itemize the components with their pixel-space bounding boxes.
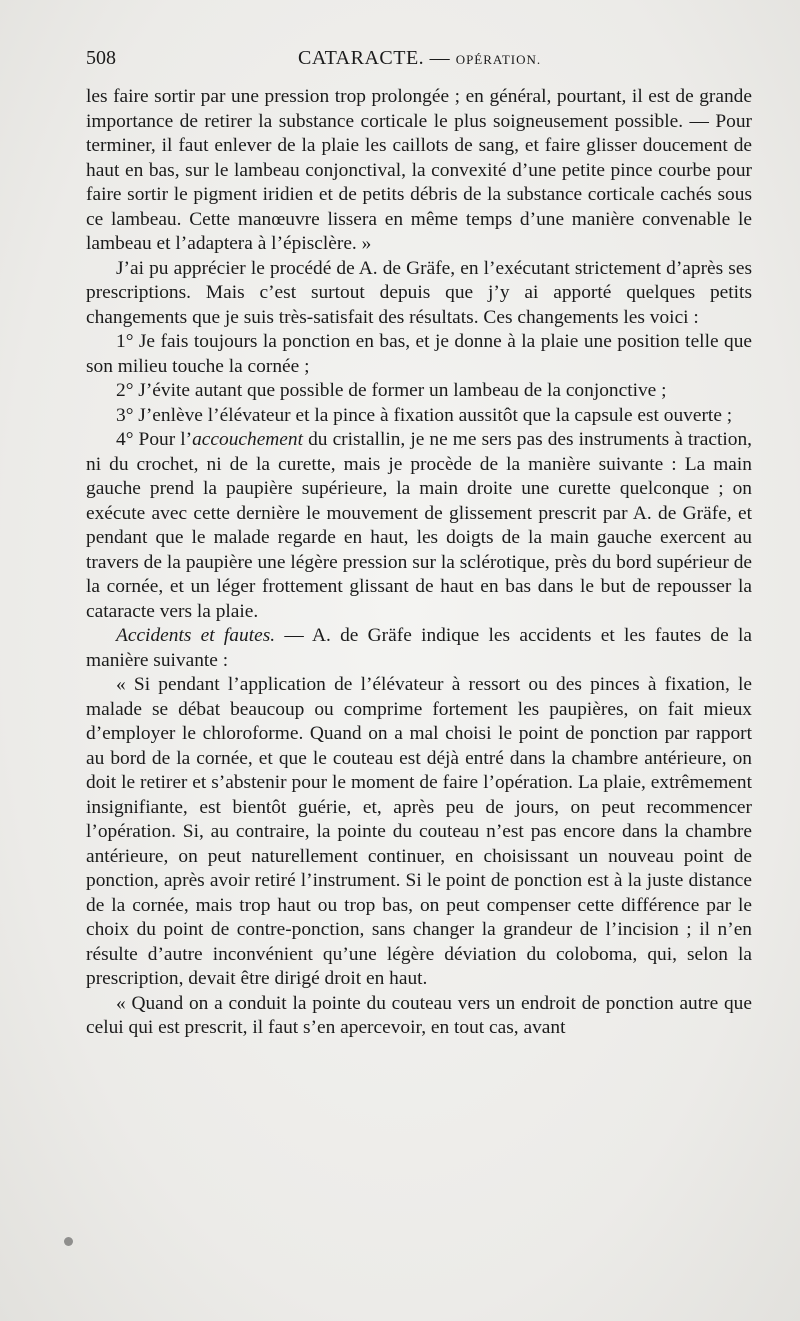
paragraph-1: les faire sortir par une pression trop prolongée ; en général, pourtant, il est de grande importance de retirer la substance corticale le plus soigneusement possible. — Pour terminer, il faut enlever de la plaie les caillots de sang, et faire glisser doucement de haut en bas, sur le lambeau conjonctival, la convexité d’une petite pince courbe pour faire sortir le pigment iridien et de petits débris de la substance corticale cachés sous ce lambeau. Cette manœuvre lissera en même temps d’une manière convenable le lambeau et l’adaptera à l’épisclère. » xyxy=(86,86,752,254)
page-number: 508 xyxy=(86,47,116,69)
paragraph-7 xyxy=(86,624,752,673)
page-header xyxy=(86,47,750,77)
paragraph-7-text: — A. de Gräfe indique les accidents et les fautes de la manière suivante : xyxy=(86,625,752,671)
paragraph-4: 2° J’évite autant que possible de former un lambeau de la conjonctive ; xyxy=(116,380,667,401)
paragraph-7-italic: Accidents et fautes. xyxy=(116,625,276,646)
running-title xyxy=(298,47,541,70)
paragraph-6 xyxy=(86,428,752,624)
paragraph-6-text: du cristallin, je ne me sers pas des instruments à traction, ni du crochet, ni de la curette, mais je procède de la manière suivante : La main gauche prend la paupière supérieure, la main droite une curette quelconque ; on exécute avec cette dernière le mouvement de glissement prescrit par A. de Gräfe, et pendant que le malade regarde en haut, les doigts de la main gauche exercent au travers de la paupière une légère pression sur la sclérotique, près du bord supérieur de la cornée, et un léger frottement glissant de haut en bas dans le but de repousser la cataracte vers la plaie. xyxy=(86,429,752,622)
paragraph-6-prefix: 4° Pour l’ xyxy=(116,429,193,450)
margin-dot xyxy=(64,1237,73,1246)
running-title-sub: OPÉRATION. xyxy=(455,52,542,67)
paragraph-2: J’ai pu apprécier le procédé de A. de Gräfe, en l’exécutant strictement d’après ses prescriptions. Mais c’est surtout depuis que j’y ai apporté quelques petits changements que je suis très-satisfait des résultats. Ces changements les voici : xyxy=(86,257,752,328)
running-title-main: CATARACTE. — xyxy=(298,47,451,69)
paragraph-8: « Si pendant l’application de l’élévateur à ressort ou des pinces à fixation, le malade se débat beaucoup ou comprime fortement les paupières, on fait mieux d’employer le chloroforme. Quand on a mal choisi le point de ponction par rapport au bord de la cornée, et que le couteau est déjà entré dans la chambre antérieure, on doit le retirer et s’abstenir pour le moment de faire l’opération. La plaie, extrêmement insignifiante, est bientôt guérie, et, après peu de jours, on peut recommencer l’opération. Si, au contraire, la pointe du couteau n’est pas encore dans la chambre antérieure, on peut naturellement continuer, en choisissant un nouveau point de ponction, après avoir retiré l’instrument. Si le point de ponction est à la juste distance de la cornée, mais trop haut ou trop bas, on peut compenser cette différence par le choix du point de contre-ponction, sans changer la grandeur de l’incision ; il n’en résulte d’autre inconvénient qu’une légère déviation du coloboma, qui, selon la prescription, devait être dirigé droit en haut. xyxy=(86,674,752,989)
paragraph-5: 3° J’enlève l’élévateur et la pince à fixation aussitôt que la capsule est ouverte ; xyxy=(116,404,733,426)
body-text xyxy=(86,85,752,1041)
paragraph-3: 1° Je fais toujours la ponction en bas, et je donne à la plaie une position telle que son milieu touche la cornée ; xyxy=(86,331,752,377)
paragraph-9: « Quand on a conduit la pointe du couteau vers un endroit de ponction autre que celui qui est prescrit, il faut s’en apercevoir, en tout cas, avant xyxy=(86,992,752,1038)
paragraph-6-italic: accouchement xyxy=(192,429,303,450)
